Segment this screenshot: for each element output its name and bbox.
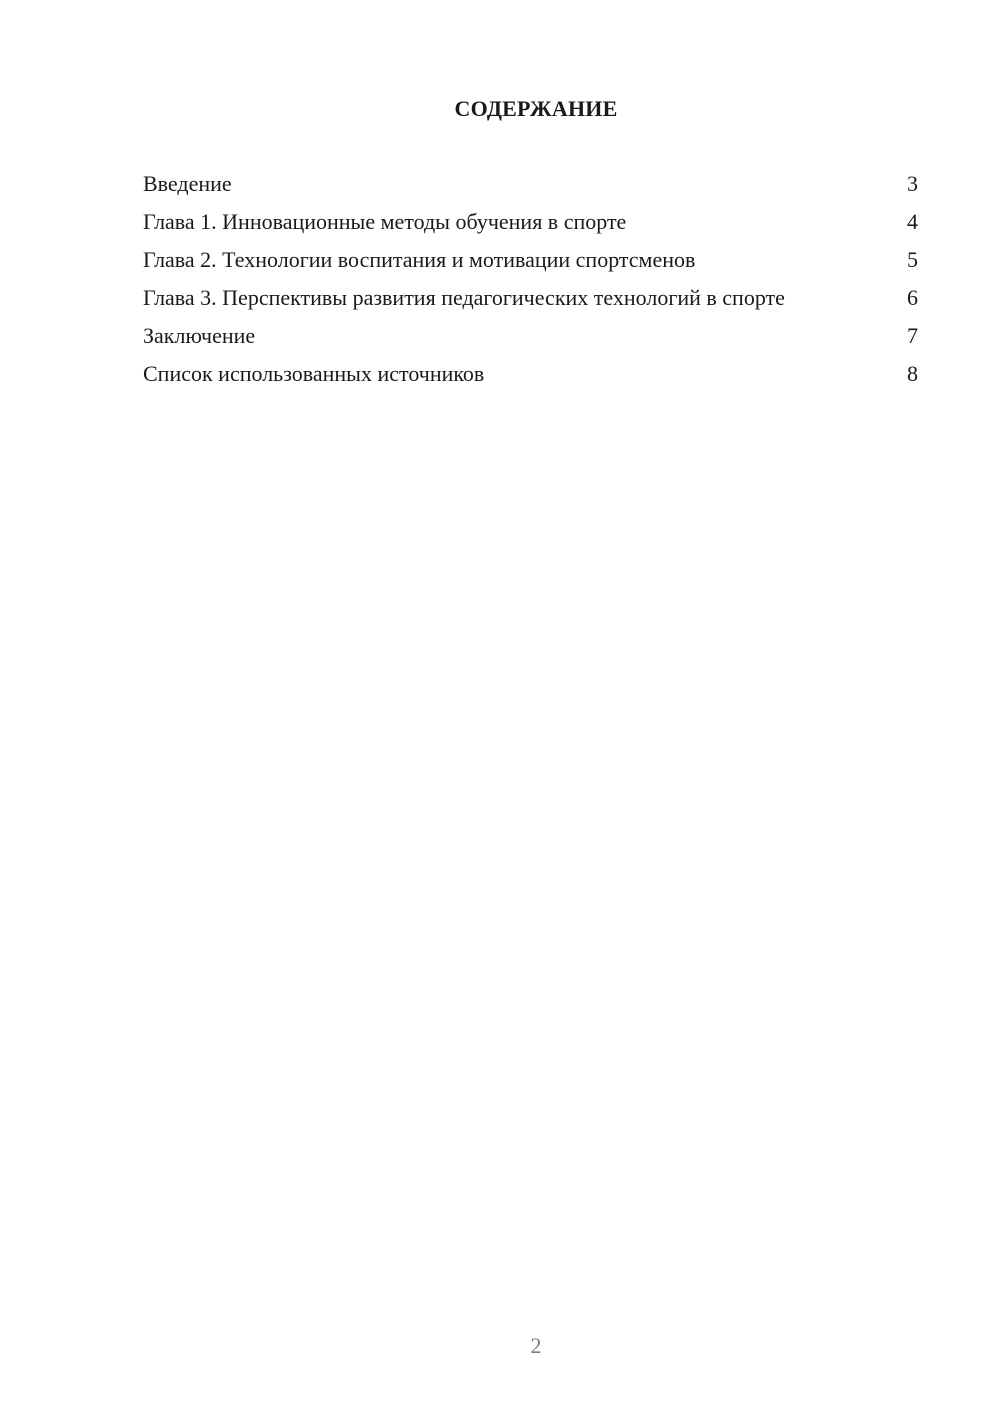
toc-entry-conclusion[interactable] bbox=[143, 322, 918, 349]
toc-entry-label: Список использованных источников bbox=[143, 361, 485, 386]
toc-title: СОДЕРЖАНИЕ bbox=[454, 96, 618, 121]
toc-entry-label: Заключение bbox=[143, 323, 256, 348]
toc-entry-page: 6 bbox=[907, 285, 918, 310]
toc-list bbox=[143, 170, 918, 398]
toc-entry-page: 3 bbox=[907, 171, 918, 196]
toc-entry-chapter-2[interactable] bbox=[143, 246, 918, 273]
toc-entry-introduction[interactable] bbox=[143, 170, 918, 197]
toc-entry-page: 5 bbox=[907, 247, 918, 272]
toc-entry-page: 7 bbox=[907, 323, 918, 348]
toc-entry-references[interactable] bbox=[143, 360, 918, 387]
toc-entry-label: Глава 3. Перспективы развития педагогических технологий в спорте bbox=[143, 285, 785, 310]
toc-entry-chapter-3[interactable] bbox=[143, 284, 918, 311]
toc-entry-label: Введение bbox=[143, 171, 232, 196]
toc-entry-label: Глава 1. Инновационные методы обучения в спорте bbox=[143, 209, 627, 234]
toc-entry-page: 8 bbox=[907, 361, 918, 386]
toc-entry-chapter-1[interactable] bbox=[143, 208, 918, 235]
toc-entry-label: Глава 2. Технологии воспитания и мотивации спортсменов bbox=[143, 247, 696, 272]
toc-entry-page: 4 bbox=[907, 209, 918, 234]
page-number: 2 bbox=[530, 1333, 542, 1358]
